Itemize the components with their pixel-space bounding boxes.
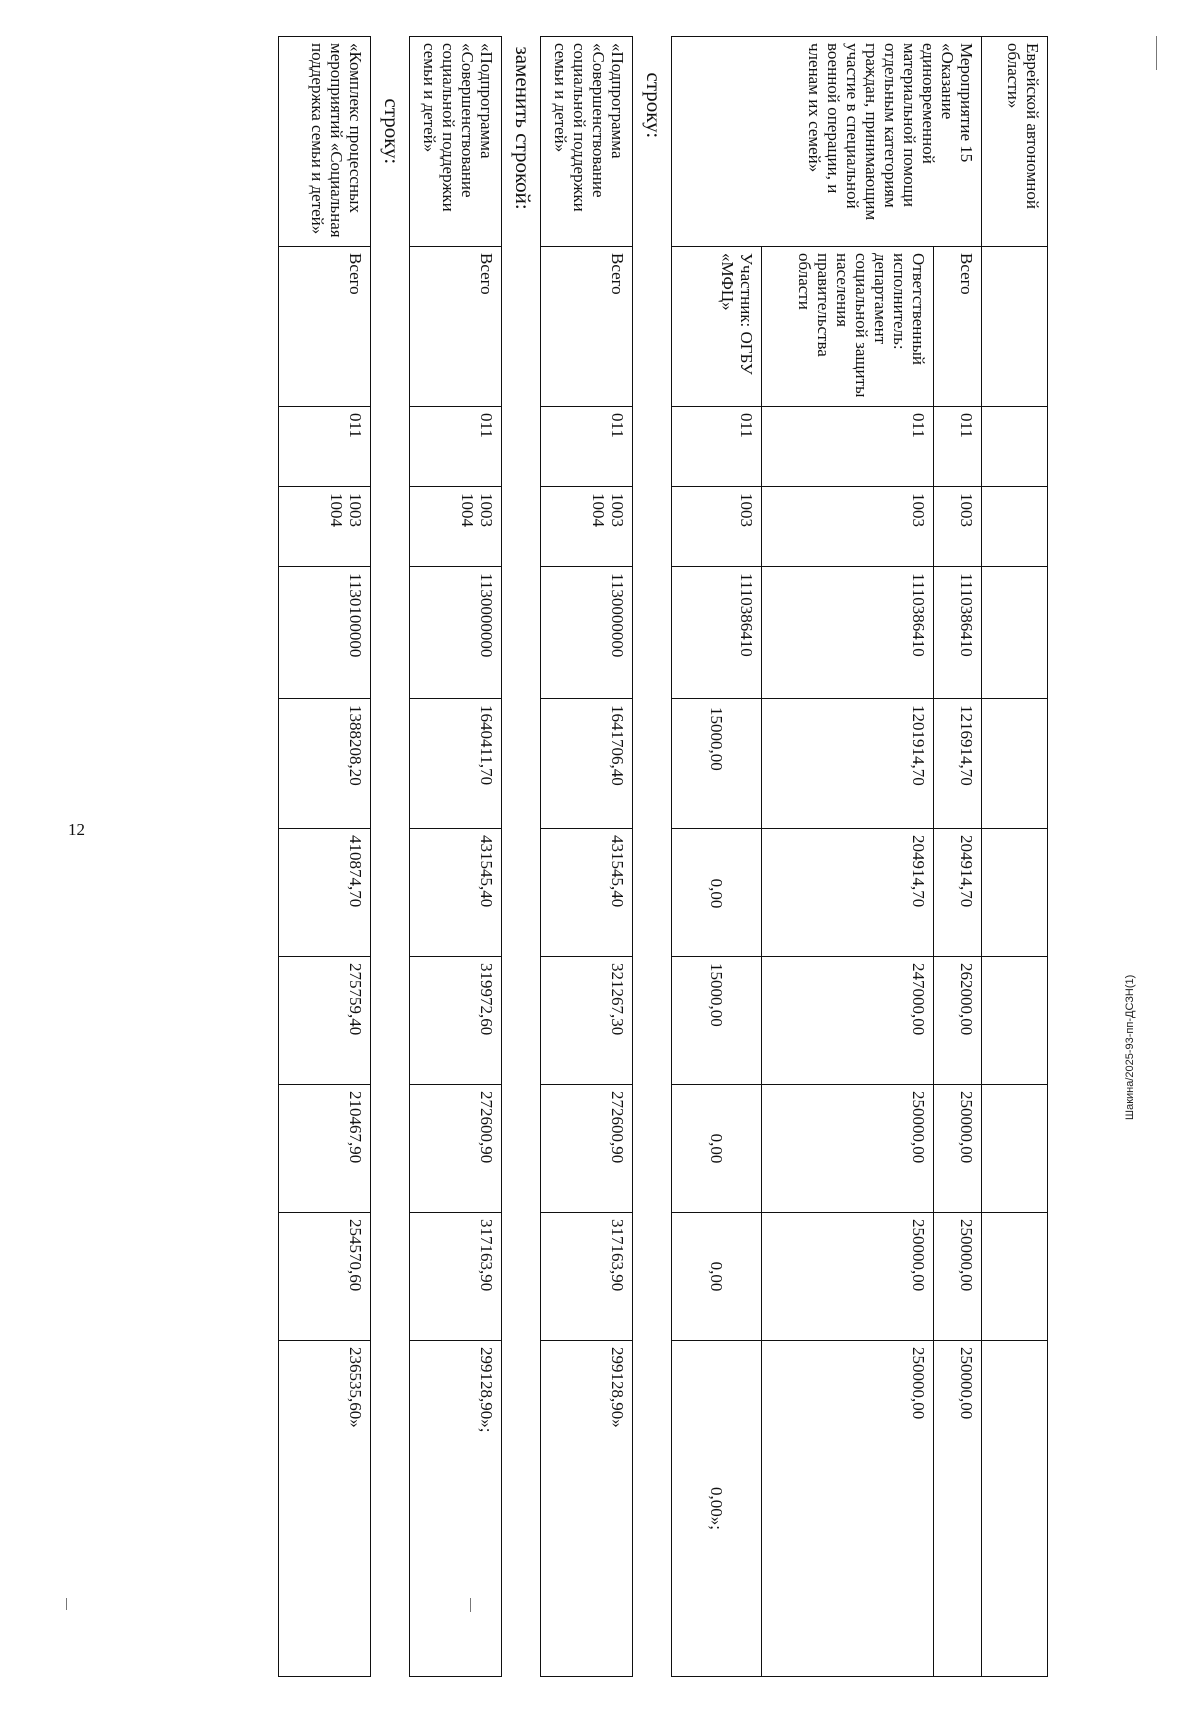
cell-rzpr: 1003 1004 xyxy=(410,487,502,567)
cell-2026: 275759,40 xyxy=(279,957,371,1085)
table1-row-responsible xyxy=(762,37,934,1677)
cell-csr: 1130100000 xyxy=(279,567,371,699)
cell-csr: 1110386410 xyxy=(672,567,762,699)
page-number: 12 xyxy=(68,820,85,839)
cell-2027 xyxy=(982,1085,1048,1213)
table3-row-subprogram xyxy=(410,37,502,1677)
cell-role: Всего xyxy=(279,247,371,407)
cell-rzpr xyxy=(982,487,1048,567)
cell-2025: 0,00 xyxy=(672,829,762,957)
cell-2028: 254570,60 xyxy=(279,1213,371,1341)
cell-2025 xyxy=(982,829,1048,957)
cell-2028 xyxy=(982,1213,1048,1341)
cell-2027: 272600,90 xyxy=(410,1085,502,1213)
cell-2029: 299128,90» xyxy=(541,1341,633,1677)
cell-2029: 299128,90»; xyxy=(410,1341,502,1677)
cell-total: 1201914,70 xyxy=(762,699,934,829)
cell-rzpr: 1003 1004 xyxy=(541,487,633,567)
table2-row-subprogram xyxy=(541,37,633,1677)
cell-role: Ответственный исполнитель: департамент социальной защиты населения правительства области xyxy=(762,247,934,407)
cell-grbs: 011 xyxy=(410,407,502,487)
table1-row-participant xyxy=(672,37,762,1677)
cell-rzpr: 1003 1004 xyxy=(279,487,371,567)
cell-2027: 250000,00 xyxy=(934,1085,982,1213)
cell-rzpr: 1003 xyxy=(762,487,934,567)
cell-2028: 250000,00 xyxy=(934,1213,982,1341)
cell-2025: 431545,40 xyxy=(410,829,502,957)
cell-2029 xyxy=(982,1341,1048,1677)
cell-2027: 272600,90 xyxy=(541,1085,633,1213)
cell-2028: 0,00 xyxy=(672,1213,762,1341)
cell-2027: 0,00 xyxy=(672,1085,762,1213)
cell-2025: 204914,70 xyxy=(934,829,982,957)
separator-row-2 xyxy=(502,37,541,1677)
cell-role: Всего xyxy=(541,247,633,407)
cell-2025: 410874,70 xyxy=(279,829,371,957)
cell-name: Еврейской автономной области» xyxy=(982,37,1048,247)
cell-2028: 250000,00 xyxy=(762,1213,934,1341)
cell-name: «Комплекс процессных мероприятий «Социальная поддержка семьи и детей» xyxy=(279,37,371,247)
table1-row-measure15-total xyxy=(934,37,982,1677)
cell-csr: 1130000000 xyxy=(410,567,502,699)
budget-table xyxy=(278,36,1048,1677)
rotated-table-page xyxy=(148,36,1048,1676)
cell-2026: 15000,00 xyxy=(672,957,762,1085)
cell-total: 1640411,70 xyxy=(410,699,502,829)
cell-2029: 250000,00 xyxy=(934,1341,982,1677)
cell-2026: 247000,00 xyxy=(762,957,934,1085)
separator-row-1 xyxy=(633,37,672,1677)
cell-2025: 204914,70 xyxy=(762,829,934,957)
cell-csr: 1130000000 xyxy=(541,567,633,699)
separator-label: строку: xyxy=(642,72,666,139)
cell-csr: 1110386410 xyxy=(934,567,982,699)
cell-grbs: 011 xyxy=(934,407,982,487)
cell-role xyxy=(982,247,1048,407)
cell-grbs: 011 xyxy=(541,407,633,487)
cell-role: Всего xyxy=(410,247,502,407)
cell-2026: 319972,60 xyxy=(410,957,502,1085)
cell-total: 1388208,20 xyxy=(279,699,371,829)
cell-2027: 210467,90 xyxy=(279,1085,371,1213)
cell-rzpr: 1003 xyxy=(934,487,982,567)
cell-rzpr: 1003 xyxy=(672,487,762,567)
cell-2029: 236535,60» xyxy=(279,1341,371,1677)
cell-grbs xyxy=(982,407,1048,487)
cell-2028: 317163,90 xyxy=(410,1213,502,1341)
cell-grbs: 011 xyxy=(279,407,371,487)
separator-label: строку: xyxy=(380,98,404,165)
cell-2026: 262000,00 xyxy=(934,957,982,1085)
cell-2026: 321267,30 xyxy=(541,957,633,1085)
cell-total: 1641706,40 xyxy=(541,699,633,829)
separator-row-3 xyxy=(371,37,410,1677)
cell-name: «Подпрограмма «Совершенствование социальной поддержки семьи и детей» xyxy=(410,37,502,247)
cell-role: Всего xyxy=(934,247,982,407)
cell-role: Участник: ОГБУ «МФЦ» xyxy=(672,247,762,407)
cell-csr xyxy=(982,567,1048,699)
scan-mark-top-right xyxy=(1156,36,1157,70)
cell-measure-name: Мероприятие 15 «Оказание единовременной материальной помощи отдельным категориям граждан, принимающим участие в специальной военной операции, и членам их семей» xyxy=(672,37,982,247)
cell-total: 15000,00 xyxy=(672,699,762,829)
cell-csr: 1110386410 xyxy=(762,567,934,699)
cell-2029: 0,00»; xyxy=(672,1341,762,1677)
scan-mark-bottom-left xyxy=(66,1598,67,1610)
cell-2026 xyxy=(982,957,1048,1085)
document-id-text: Шакина/2025-93-пп-ДСЗН(1) xyxy=(1124,974,1136,1120)
cell-name: «Подпрограмма «Совершенствование социальной поддержки семьи и детей» xyxy=(541,37,633,247)
table1-row-header-tail xyxy=(982,37,1048,1677)
cell-2025: 431545,40 xyxy=(541,829,633,957)
cell-2029: 250000,00 xyxy=(762,1341,934,1677)
table4-row-process-complex xyxy=(279,37,371,1677)
cell-total xyxy=(982,699,1048,829)
cell-2027: 250000,00 xyxy=(762,1085,934,1213)
cell-grbs: 011 xyxy=(672,407,762,487)
cell-total: 1216914,70 xyxy=(934,699,982,829)
cell-2028: 317163,90 xyxy=(541,1213,633,1341)
cell-grbs: 011 xyxy=(762,407,934,487)
separator-label: заменить строкой: xyxy=(511,46,535,210)
